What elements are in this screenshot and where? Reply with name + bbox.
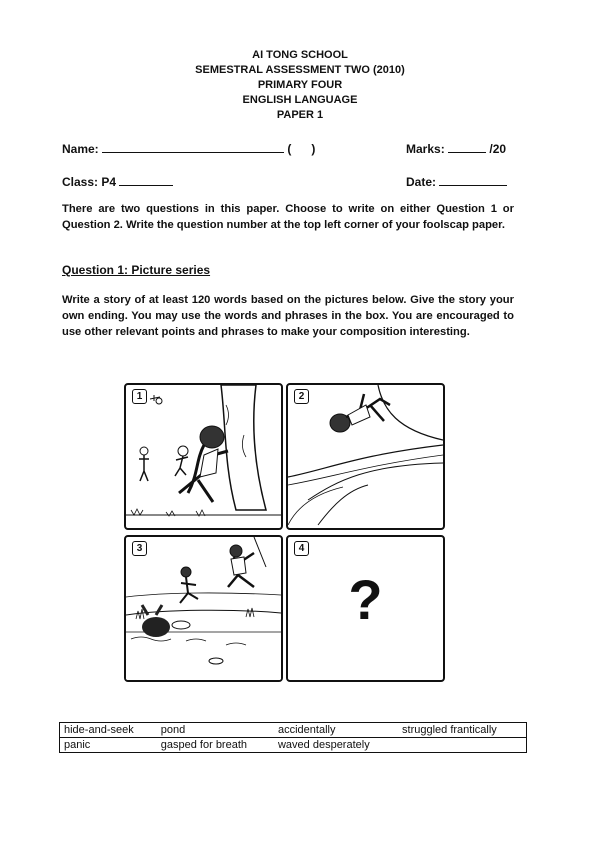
panel-number: 1	[132, 389, 147, 404]
name-label: Name:	[62, 142, 99, 156]
hide-and-seek-drawing	[126, 385, 281, 528]
level-title: PRIMARY FOUR	[257, 79, 343, 91]
class-blank[interactable]	[119, 174, 173, 186]
question-1-prompt: Write a story of at least 120 words based on the pictures below. Give the story your own ending. You may use the words and phrases in the box. You are encouraged to use other relevant points and phrases to make your composition interesting.	[62, 294, 514, 338]
panel-number: 4	[294, 541, 309, 556]
question-mark: ?	[348, 568, 383, 631]
name-blank[interactable]	[102, 141, 284, 153]
register-bracket: ( )	[287, 142, 316, 156]
class-row	[62, 174, 173, 189]
word-box-cell: struggled frantically	[398, 723, 526, 738]
word-box-row	[60, 723, 527, 738]
picture-series	[124, 383, 444, 683]
exam-header	[0, 48, 600, 123]
subject-title: ENGLISH LANGUAGE	[242, 94, 358, 106]
question-1-title: Question 1: Picture series	[62, 263, 211, 277]
instructions: There are two questions in this paper. Choose to write on either Question 1 or Question 2. Write the question number at the top left corner of your foolscap paper.	[62, 203, 514, 231]
picture-panel-2	[286, 383, 445, 530]
class-label: Class: P4	[62, 175, 117, 189]
word-box-cell: hide-and-seek	[60, 723, 157, 738]
name-row	[62, 141, 315, 156]
picture-panel-3	[124, 535, 283, 682]
paper-title: PAPER 1	[276, 109, 324, 121]
marks-label: Marks:	[406, 142, 445, 156]
word-box-cell: pond	[157, 723, 274, 738]
word-box	[59, 722, 527, 753]
word-box-cell: waved desperately	[277, 739, 370, 751]
marks-row	[406, 141, 506, 156]
assessment-title: SEMESTRAL ASSESSMENT TWO (2010)	[195, 64, 405, 76]
word-box-cell: gasped for breath	[160, 739, 248, 751]
marks-total: /20	[489, 142, 507, 156]
word-box-cell: accidentally	[274, 723, 398, 738]
panel-number: 2	[294, 389, 309, 404]
picture-panel-1	[124, 383, 283, 530]
date-label: Date:	[406, 175, 437, 189]
marks-blank[interactable]	[448, 141, 486, 153]
word-box-cell	[398, 738, 526, 753]
tripping-boy-drawing	[288, 385, 443, 528]
date-row	[406, 174, 507, 189]
date-blank[interactable]	[439, 174, 507, 186]
panel-number: 3	[132, 541, 147, 556]
word-box-cell: panic	[64, 739, 91, 751]
pond-drawing	[126, 537, 281, 680]
picture-panel-4	[286, 535, 445, 682]
school-name: AI TONG SCHOOL	[252, 49, 348, 61]
word-box-row	[60, 738, 527, 753]
